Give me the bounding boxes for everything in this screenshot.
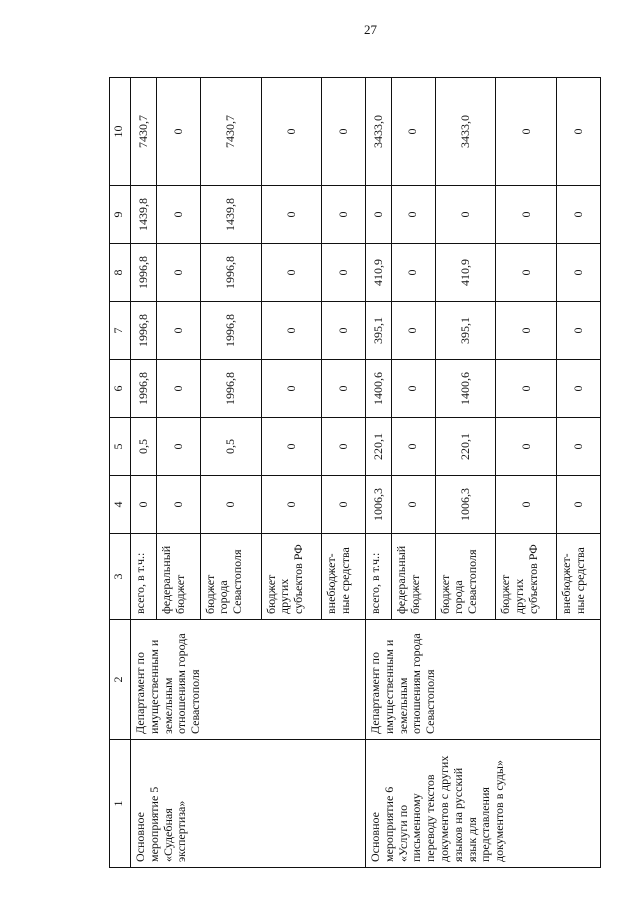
value-cell: 0 [557, 476, 601, 534]
value-cell: 0 [157, 78, 201, 186]
column-header: 6 [110, 360, 131, 418]
value-cell: 0 [392, 244, 436, 302]
page-number: 27 [364, 22, 377, 37]
value-cell: 0 [557, 244, 601, 302]
value-cell: 0 [200, 476, 261, 534]
value-cell: 0 [131, 476, 157, 534]
funding-source-cell: бюджет города Севастополя [200, 534, 261, 620]
rotated-table [109, 78, 601, 868]
value-cell: 1439,8 [200, 186, 261, 244]
value-cell: 410,9 [435, 244, 496, 302]
value-cell: 0 [557, 78, 601, 186]
value-cell: 0 [435, 186, 496, 244]
event-name-cell: Основное мероприятие 6 «Услуги по письменному переводу текстов документов с других языков на русский язык для представления документов в суды» [365, 740, 600, 868]
value-cell: 3433,0 [435, 78, 496, 186]
column-header: 10 [110, 78, 131, 186]
value-cell: 0 [392, 302, 436, 360]
column-header: 5 [110, 418, 131, 476]
value-cell: 0 [157, 186, 201, 244]
value-cell: 0 [365, 186, 391, 244]
funding-table [109, 77, 601, 868]
value-cell: 0 [557, 360, 601, 418]
funding-source-cell: всего, в т.ч.: [365, 534, 391, 620]
value-cell: 1996,8 [200, 360, 261, 418]
rotated-table-container [109, 78, 601, 868]
value-cell: 0 [322, 360, 366, 418]
value-cell: 0,5 [200, 418, 261, 476]
value-cell: 0 [261, 186, 322, 244]
value-cell: 0 [496, 186, 557, 244]
value-cell: 0 [557, 418, 601, 476]
value-cell: 0 [392, 476, 436, 534]
value-cell: 1996,8 [200, 244, 261, 302]
value-cell: 220,1 [365, 418, 391, 476]
value-cell: 0 [557, 186, 601, 244]
value-cell: 0 [322, 78, 366, 186]
value-cell: 0 [496, 360, 557, 418]
value-cell: 0 [496, 244, 557, 302]
value-cell: 0 [261, 78, 322, 186]
value-cell: 220,1 [435, 418, 496, 476]
value-cell: 0 [322, 302, 366, 360]
value-cell: 0 [157, 360, 201, 418]
value-cell: 7430,7 [131, 78, 157, 186]
column-header: 9 [110, 186, 131, 244]
value-cell: 0 [157, 476, 201, 534]
value-cell: 410,9 [365, 244, 391, 302]
funding-source-cell: федеральный бюджет [157, 534, 201, 620]
value-cell: 0 [322, 186, 366, 244]
value-cell: 395,1 [435, 302, 496, 360]
column-header: 1 [110, 740, 131, 868]
funding-source-cell: всего, в т.ч.: [131, 534, 157, 620]
funding-source-cell: федеральный бюджет [392, 534, 436, 620]
value-cell: 0 [261, 302, 322, 360]
funding-source-cell: внебюджет-ные средства [322, 534, 366, 620]
column-header: 7 [110, 302, 131, 360]
header-row [110, 78, 131, 868]
value-cell: 0 [157, 418, 201, 476]
table-row [365, 78, 391, 868]
value-cell: 395,1 [365, 302, 391, 360]
value-cell: 0 [261, 244, 322, 302]
value-cell: 1400,6 [435, 360, 496, 418]
table-body [131, 78, 601, 868]
value-cell: 3433,0 [365, 78, 391, 186]
value-cell: 0 [261, 476, 322, 534]
value-cell: 1996,8 [200, 302, 261, 360]
value-cell: 0 [496, 476, 557, 534]
value-cell: 1006,3 [435, 476, 496, 534]
table-row [131, 78, 157, 868]
value-cell: 0 [157, 302, 201, 360]
value-cell: 0 [392, 418, 436, 476]
value-cell: 1006,3 [365, 476, 391, 534]
column-header: 8 [110, 244, 131, 302]
value-cell: 1996,8 [131, 302, 157, 360]
value-cell: 0 [157, 244, 201, 302]
value-cell: 0 [557, 302, 601, 360]
column-header: 3 [110, 534, 131, 620]
value-cell: 7430,7 [200, 78, 261, 186]
value-cell: 1996,8 [131, 360, 157, 418]
funding-source-cell: бюджет города Севастополя [435, 534, 496, 620]
value-cell: 1996,8 [131, 244, 157, 302]
funding-source-cell: внебюджет-ные средства [557, 534, 601, 620]
value-cell: 1400,6 [365, 360, 391, 418]
funding-source-cell: бюджет других субъектов РФ [261, 534, 322, 620]
value-cell: 0 [322, 244, 366, 302]
column-header: 2 [110, 620, 131, 740]
executor-cell: Департамент по имущественным и земельным отношениям города Севастополя [365, 620, 600, 740]
value-cell: 0 [322, 476, 366, 534]
value-cell: 0 [392, 186, 436, 244]
executor-cell: Департамент по имущественным и земельным отношениям города Севастополя [131, 620, 366, 740]
value-cell: 0 [392, 360, 436, 418]
funding-source-cell: бюджет других субъектов РФ [496, 534, 557, 620]
value-cell: 1439,8 [131, 186, 157, 244]
value-cell: 0 [261, 360, 322, 418]
value-cell: 0 [496, 418, 557, 476]
event-name-cell: Основное мероприятие 5 «Судебная экспертиза» [131, 740, 366, 868]
value-cell: 0,5 [131, 418, 157, 476]
value-cell: 0 [322, 418, 366, 476]
value-cell: 0 [496, 78, 557, 186]
value-cell: 0 [496, 302, 557, 360]
value-cell: 0 [392, 78, 436, 186]
value-cell: 0 [261, 418, 322, 476]
column-header: 4 [110, 476, 131, 534]
